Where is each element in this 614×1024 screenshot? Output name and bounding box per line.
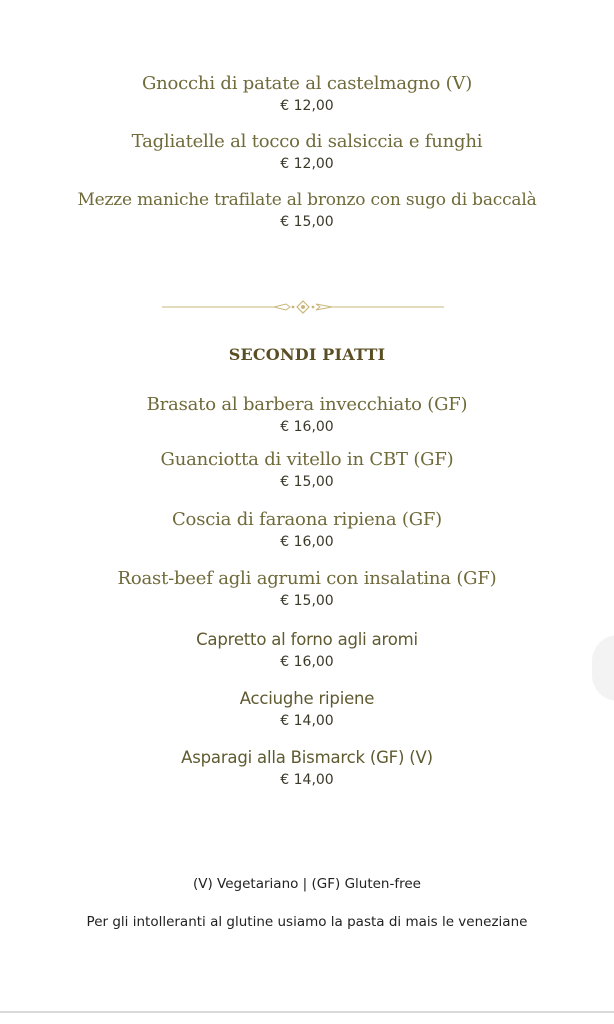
dish-name: Mezze maniche trafilate al bronzo con sugo di baccalà	[77, 190, 537, 210]
dish-price: € 16,00	[280, 419, 334, 435]
dish-price: € 16,00	[280, 534, 334, 550]
dish-name: Guanciotta di vitello in CBT (GF)	[160, 449, 454, 470]
dish-name: Coscia di faraona ripiena (GF)	[171, 509, 442, 530]
menu-item	[0, 509, 614, 551]
menu-item	[0, 394, 614, 436]
dish-price: € 16,00	[280, 654, 334, 670]
dish-price: € 14,00	[280, 713, 334, 729]
menu-item	[0, 131, 614, 173]
dish-price: € 12,00	[280, 98, 334, 114]
dish-price: € 12,00	[280, 156, 334, 172]
menu-item	[0, 568, 614, 610]
dish-name: Acciughe ripiene	[239, 689, 375, 708]
dish-price: € 15,00	[280, 474, 334, 490]
menu-item	[0, 688, 614, 730]
ornament-divider	[162, 297, 444, 317]
dish-name: Brasato al barbera invecchiato (GF)	[146, 394, 468, 415]
dish-price: € 14,00	[280, 772, 334, 788]
dish-name: Tagliatelle al tocco di salsiccia e funghi	[131, 131, 483, 152]
menu-item	[0, 629, 614, 671]
dish-name: Gnocchi di patate al castelmagno (V)	[141, 73, 473, 94]
dish-name: Roast-beef agli agrumi con insalatina (GF)	[117, 568, 497, 589]
dish-name: Asparagi alla Bismarck (GF) (V)	[181, 748, 433, 767]
menu-item	[0, 189, 614, 231]
menu-item	[0, 747, 614, 789]
menu-item	[0, 449, 614, 491]
section-title: SECONDI PIATTI	[228, 345, 386, 364]
legend-text: (V) Vegetariano | (GF) Gluten-free	[193, 876, 421, 892]
menu-item	[0, 73, 614, 115]
dish-name: Capretto al forno agli aromi	[196, 630, 418, 649]
gluten-note: Per gli intolleranti al glutine usiamo la pasta di mais le veneziane	[86, 914, 528, 930]
dish-price: € 15,00	[280, 214, 334, 230]
dish-price: € 15,00	[280, 593, 334, 609]
bottom-divider	[0, 1011, 614, 1013]
